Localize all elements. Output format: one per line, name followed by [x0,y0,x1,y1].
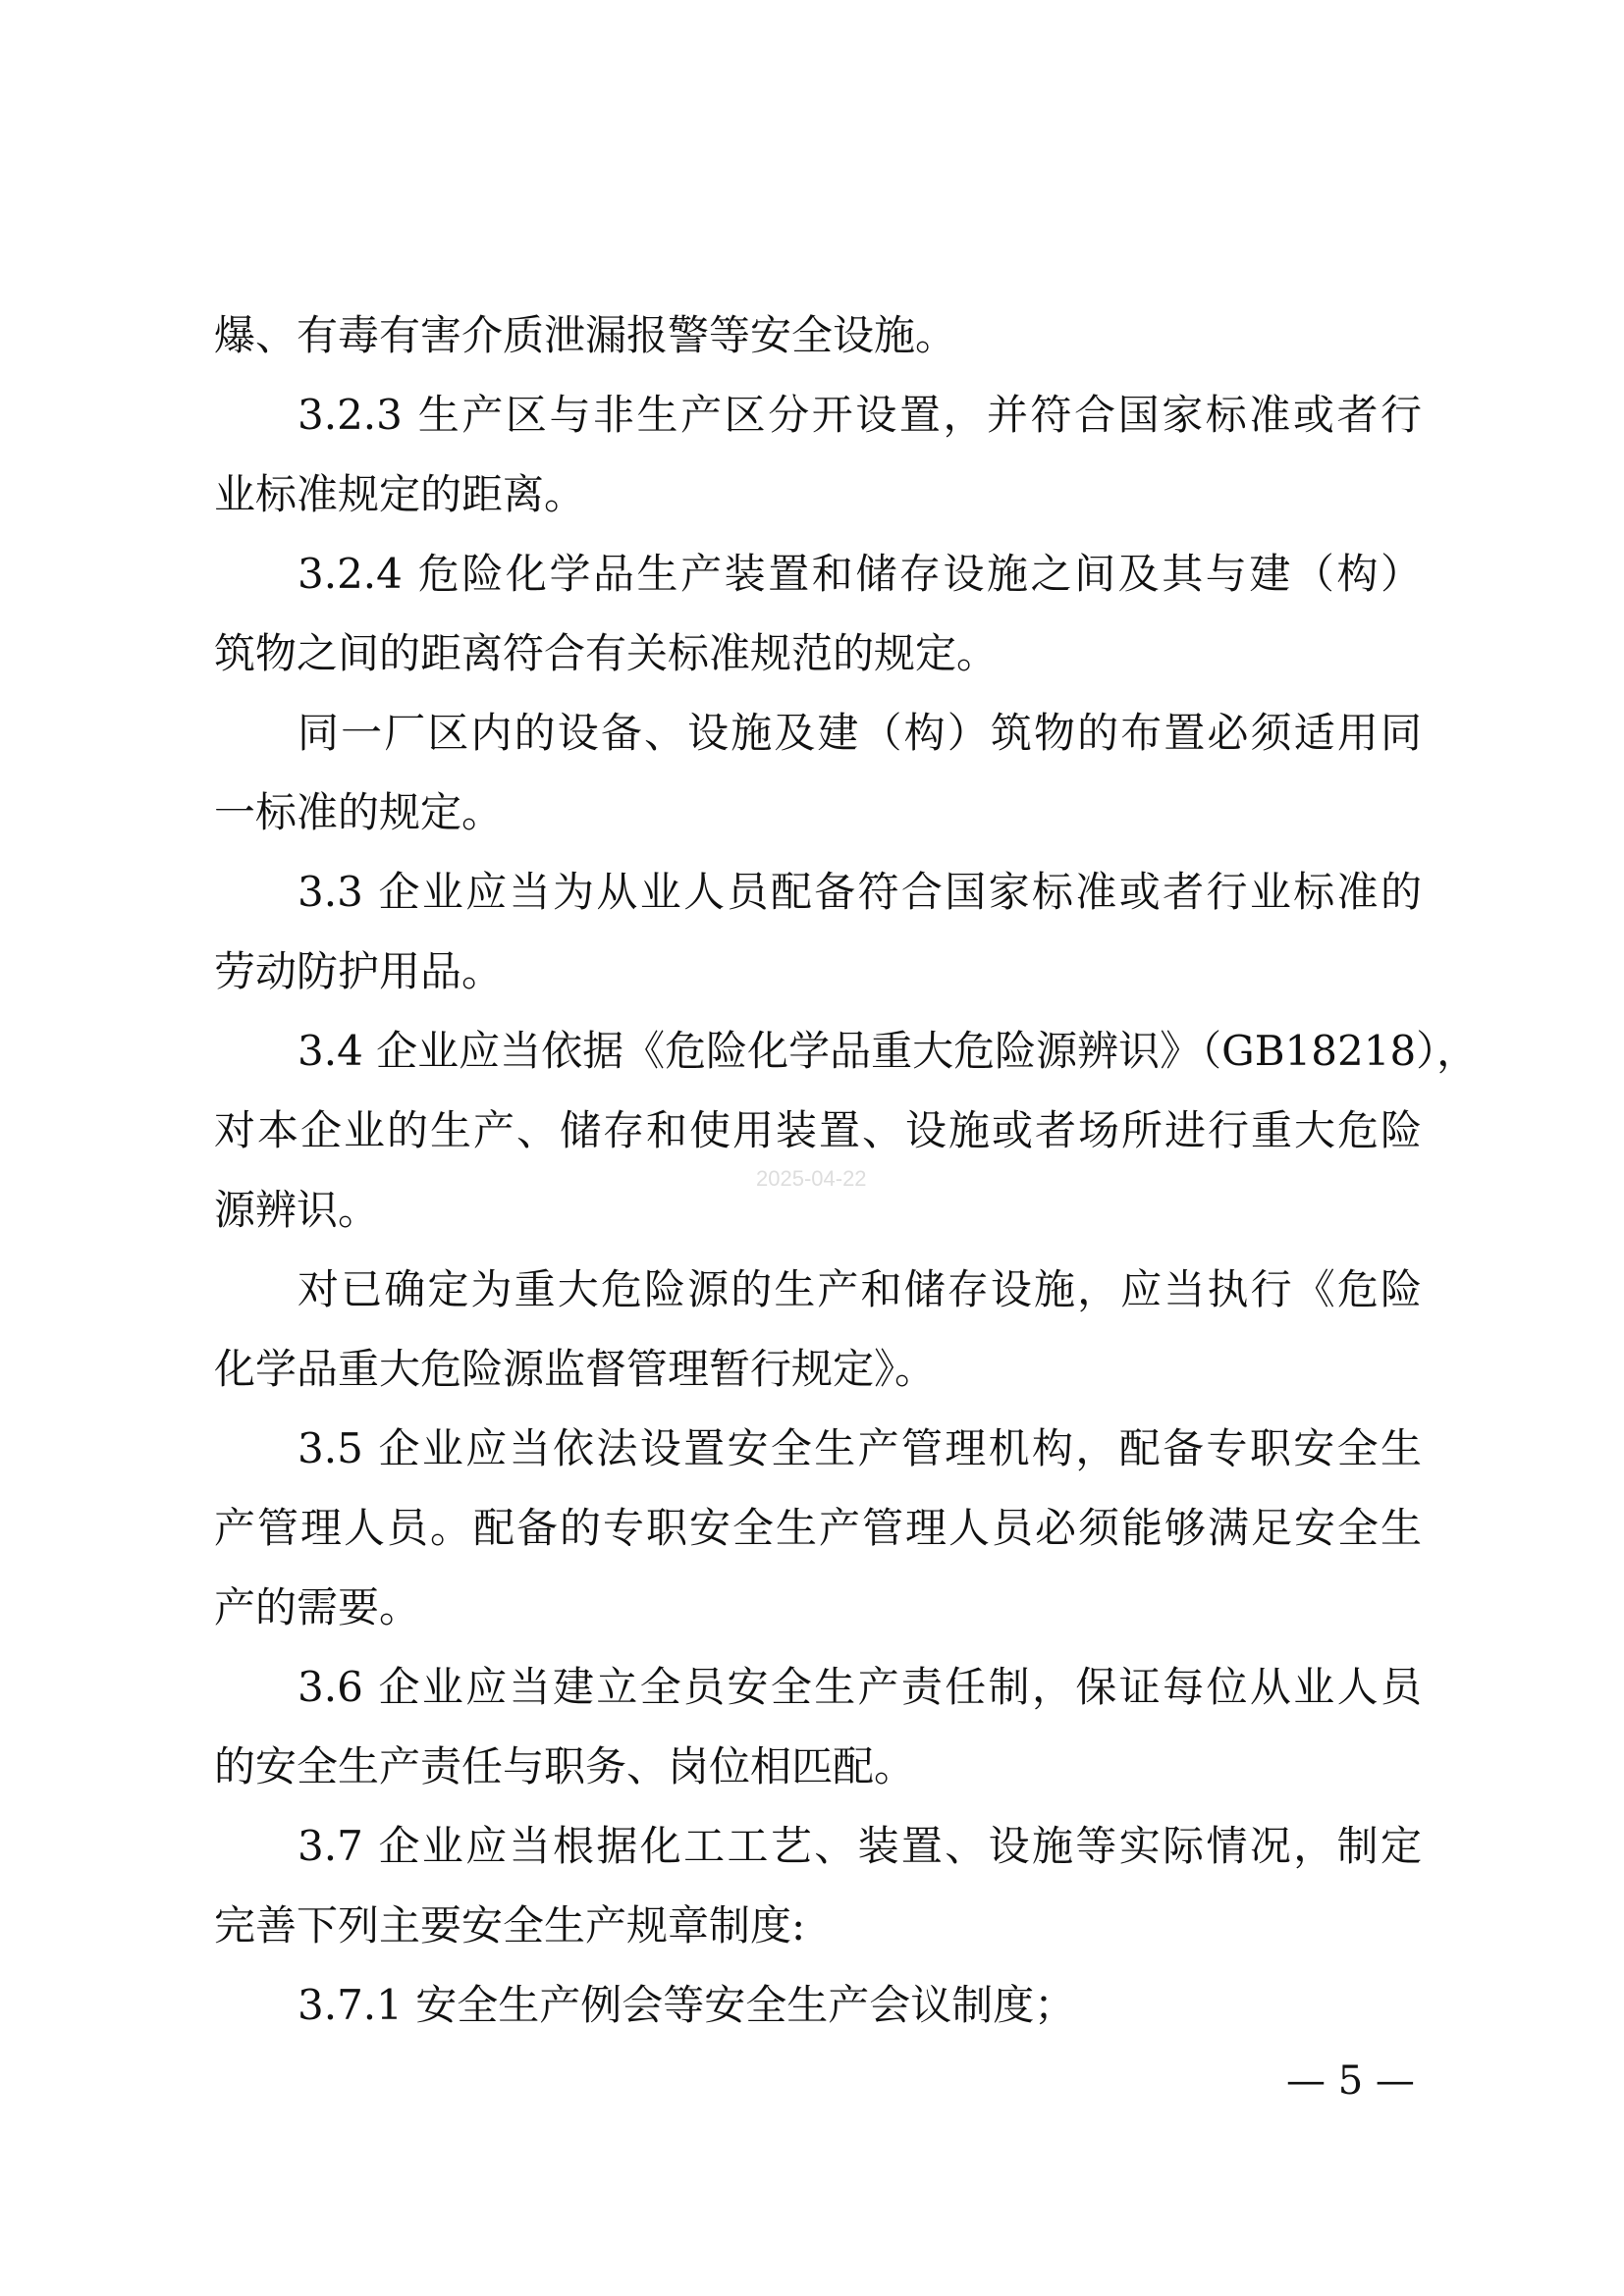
body-line: 源辨识。 [214,1186,380,1234]
body-line: 3.2.3 生产区与非生产区分开设置，并符合国家标准或者行 [298,391,1422,439]
date-watermark: 2025-04-22 [756,1166,867,1191]
body-line: 完善下列主要安全生产规章制度: [214,1901,806,1949]
body-line: 产管理人员。配备的专职安全生产管理人员必须能够满足安全生 [214,1504,1422,1552]
body-line: 3.7 企业应当根据化工工艺、装置、设施等实际情况，制定 [298,1822,1422,1870]
page-number: — 5 — [1286,2058,1415,2104]
body-line: 业标准规定的距离。 [214,470,586,518]
body-line: 3.5 企业应当依法设置安全生产管理机构，配备专职安全生 [298,1424,1422,1472]
body-line: 3.2.4 危险化学品生产装置和储存设施之间及其与建（构） [298,550,1422,598]
body-line: 3.4 企业应当依据《危险化学品重大危险源辨识》（GB18218）， [298,1027,1479,1075]
body-line: 产的需要。 [214,1583,421,1631]
body-line: 劳动防护用品。 [214,947,504,995]
body-line: 爆、有毒有害介质泄漏报警等安全设施。 [214,311,957,359]
body-line: 对已确定为重大危险源的生产和储存设施，应当执行《危险 [298,1265,1422,1313]
body-line: 3.6 企业应当建立全员安全生产责任制，保证每位从业人员 [298,1663,1422,1711]
body-line: 同一厂区内的设备、设施及建（构）筑物的布置必须适用同 [298,709,1422,757]
body-line: 3.3 企业应当为从业人员配备符合国家标准或者行业标准的 [298,868,1422,916]
body-line: 3.7.1 安全生产例会等安全生产会议制度； [298,1981,1076,2029]
body-line: 的安全生产责任与职务、岗位相匹配。 [214,1742,916,1790]
body-line: 对本企业的生产、储存和使用装置、设施或者场所进行重大危险 [214,1106,1422,1154]
body-line: 一标准的规定。 [214,788,504,836]
body-line: 化学品重大危险源监督管理暂行规定》。 [214,1345,937,1393]
body-line: 筑物之间的距离符合有关标准规范的规定。 [214,629,999,677]
